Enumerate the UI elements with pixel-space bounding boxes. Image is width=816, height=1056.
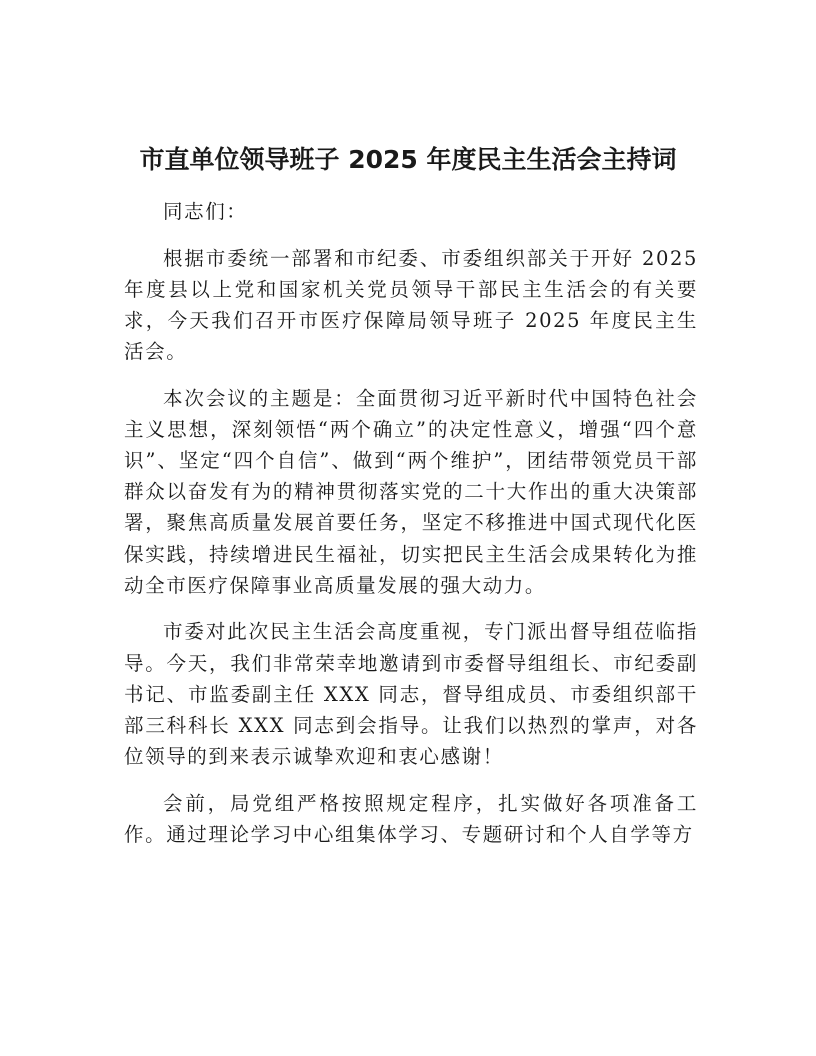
document-title: 市直单位领导班子 2025 年度民主生活会主持词 <box>139 145 677 174</box>
body-paragraph: 本次会议的主题是：全面贯彻习近平新时代中国特色社会主义思想，深刻领悟“两个确立”的决定性意义，增强“四个意识”、坚定“四个自信”、做到“两个维护”，团结带领党员干部群众以奋发有为的精神贯彻落实党的二十大作出的重大决策部署，聚焦高质量发展首要任务，坚定不移推进中国式现代化医保实践，持续增进民生福祉，切实把民主生活会成果转化为推动全市医疗保障事业高质量发展的强大动力。 <box>124 386 698 597</box>
body-paragraph: 市委对此次民主生活会高度重视，专门派出督导组莅临指导。今天，我们非常荣幸地邀请到市委督导组组长、市纪委副书记、市监委副主任 XXX 同志，督导组成员、市委组织部干部三科科长 XXX 同志到会指导。让我们以热烈的掌声，对各位领导的到来表示诚挚欢迎和衷心感谢！ <box>124 620 698 769</box>
salutation-paragraph: 同志们： <box>163 200 248 223</box>
body-paragraph: 根据市委统一部署和市纪委、市委组织部关于开好 2025 年度县以上党和国家机关党员领导干部民主生活会的有关要求，今天我们召开市医疗保障局领导班子 2025 年度民主生活会。 <box>124 246 698 364</box>
body-paragraph: 会前，局党组严格按照规定程序，扎实做好各项准备工作。通过理论学习中心组集体学习、专题研讨和个人自学等方 <box>124 791 698 846</box>
document-body <box>124 196 698 865</box>
